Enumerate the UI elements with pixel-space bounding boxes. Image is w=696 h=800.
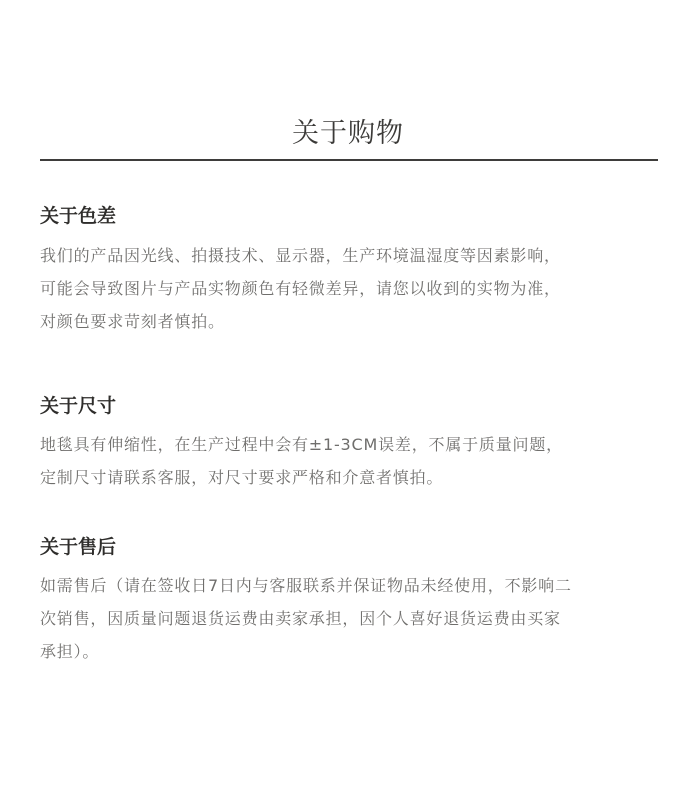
paragraph-line: 可能会导致图片与产品实物颜色有轻微差异，请您以收到的实物为准， bbox=[40, 279, 561, 298]
section-body-size bbox=[40, 428, 670, 494]
page-title: 关于购物 bbox=[292, 118, 404, 149]
paragraph-line: 我们的产品因光线、拍摄技术、显示器，生产环境温湿度等因素影响， bbox=[40, 246, 561, 265]
section-heading-after-sales: 关于售后 bbox=[40, 536, 117, 558]
paragraph-line: 次销售，因质量问题退货运费由卖家承担，因个人喜好退货运费由买家 bbox=[40, 609, 561, 628]
paragraph-line: 地毯具有伸缩性，在生产过程中会有±1-3CM误差，不属于质量问题， bbox=[40, 435, 563, 454]
paragraph-line: 对颜色要求苛刻者慎拍。 bbox=[40, 312, 225, 331]
section-body-after-sales bbox=[40, 569, 670, 668]
paragraph-line: 如需售后（请在签收日7日内与客服联系并保证物品未经使用，不影响二 bbox=[40, 576, 572, 595]
paragraph-line: 定制尺寸请联系客服，对尺寸要求严格和介意者慎拍。 bbox=[40, 468, 444, 487]
title-divider bbox=[40, 159, 658, 161]
paragraph-line: 承担）。 bbox=[40, 642, 100, 661]
section-heading-size: 关于尺寸 bbox=[40, 395, 117, 417]
section-body-color-difference bbox=[40, 239, 670, 338]
section-heading-color-difference: 关于色差 bbox=[40, 205, 117, 227]
